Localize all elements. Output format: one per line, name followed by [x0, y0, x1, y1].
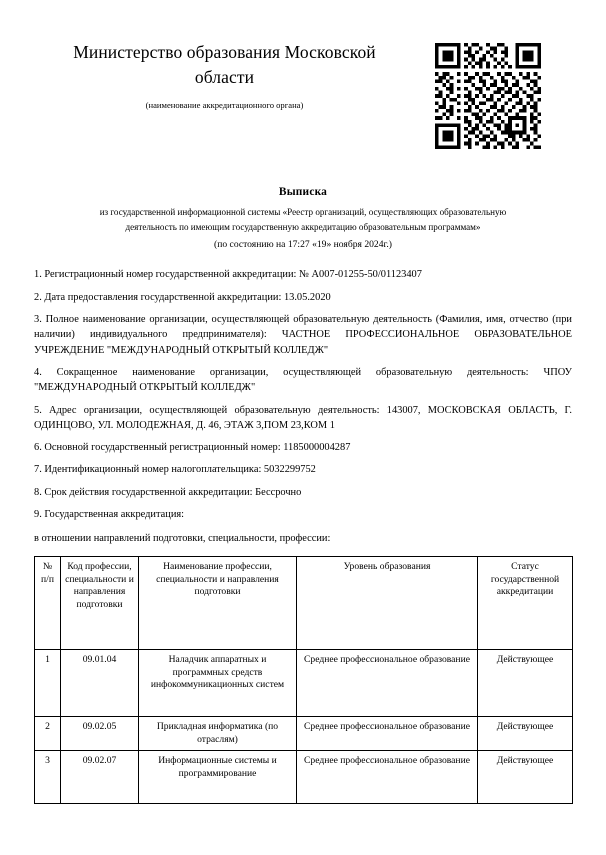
cell-status: Действующее	[478, 751, 573, 804]
cell-name: Прикладная информатика (по отраслям)	[139, 716, 297, 751]
column-header-code: Код профессии, специальности и направления подготовки	[61, 556, 139, 649]
accreditation-body-block	[52, 40, 397, 110]
field-programs-lead: в отношении направлений подготовки, специальности, профессии:	[34, 533, 331, 545]
cell-number: 1	[35, 649, 61, 716]
cell-status: Действующее	[478, 649, 573, 716]
column-header-name: Наименование профессии, специальности и направления подготовки	[139, 556, 297, 649]
field-inn: 7. Идентификационный номер налогоплательщика: 5032299752	[34, 464, 316, 476]
cell-number: 2	[35, 716, 61, 751]
document-header	[0, 0, 606, 160]
cell-level: Среднее профессиональное образование	[297, 649, 478, 716]
accreditation-table-wrap	[0, 556, 606, 805]
cell-level: Среднее профессиональное образование	[297, 751, 478, 804]
document-subtitle-line-1: из государственной информационной системы «Реестр организаций, осуществляющих образовательную	[99, 207, 507, 217]
accreditation-body-title: Министерство образования Московской области	[73, 42, 376, 87]
cell-number: 3	[35, 751, 61, 804]
table-row	[35, 751, 573, 804]
field-registration-number: 1. Регистрационный номер государственной аккредитации: № А007-01255-50/01123407	[34, 269, 422, 281]
qr-code-icon	[435, 40, 541, 152]
column-header-level: Уровень образования	[297, 556, 478, 649]
cell-code: 09.01.04	[61, 649, 139, 716]
document-fields	[0, 267, 606, 546]
cell-level: Среднее профессиональное образование	[297, 716, 478, 751]
column-header-status: Статус государственной аккредитации	[478, 556, 573, 649]
table-header-row	[35, 556, 573, 649]
cell-name: Наладчик аппаратных и программных средств инфокоммуникационных систем	[139, 649, 297, 716]
document-title-block	[0, 186, 606, 250]
field-organization-address: 5. Адрес организации, осуществляющей образовательную деятельность: 143007, МОСКОВСКАЯ ОБЛАСТЬ, Г. ОДИНЦОВО, УЛ. МОЛОДЕЖНАЯ, Д. 46, ЭТАЖ 3,ПОМ 23,КОМ 1	[34, 404, 572, 431]
field-full-organization-name: 3. Полное наименование организации, осуществляющей образовательную деятельность (Фамилия, имя, отчество (при наличии) индивидуального предпринимателя): ЧАСТНОЕ ПРОФЕССИОНАЛЬНОЕ ОБРАЗОВАТЕЛЬНОЕ УЧРЕЖДЕНИЕ "МЕЖДУНАРОДНЫЙ ОТКРЫТЫЙ КОЛЛЕДЖ"	[34, 314, 572, 356]
document-subtitle-line-2: деятельность по имеющим государственную аккредитацию образовательным программам»	[125, 221, 481, 232]
cell-status: Действующее	[478, 716, 573, 751]
cell-name: Информационные системы и программирование	[139, 751, 297, 804]
accreditation-table	[34, 556, 573, 805]
table-row	[35, 716, 573, 751]
document-title: Выписка	[278, 186, 328, 198]
table-row	[35, 649, 573, 716]
cell-code: 09.02.07	[61, 751, 139, 804]
field-state-accreditation: 9. Государственная аккредитация:	[34, 509, 185, 520]
accreditation-body-caption: (наименование аккредитационного органа)	[145, 99, 304, 110]
column-header-number: № п/п	[35, 556, 61, 649]
document-status-date: (по состоянию на 17:27 «19» ноября 2024г.)	[214, 239, 392, 251]
cell-code: 09.02.05	[61, 716, 139, 751]
field-short-organization-name: 4. Сокращенное наименование организации, осуществляющей образовательную деятельность: ЧПОУ "МЕЖДУНАРОДНЫЙ ОТКРЫТЫЙ КОЛЛЕДЖ"	[34, 366, 572, 394]
field-accreditation-date: 2. Дата предоставления государственной аккредитации: 13.05.2020	[34, 291, 331, 303]
field-validity-period: 8. Срок действия государственной аккредитации: Бессрочно	[34, 486, 302, 498]
field-ogrn: 6. Основной государственный регистрационный номер: 1185000004287	[34, 442, 351, 454]
